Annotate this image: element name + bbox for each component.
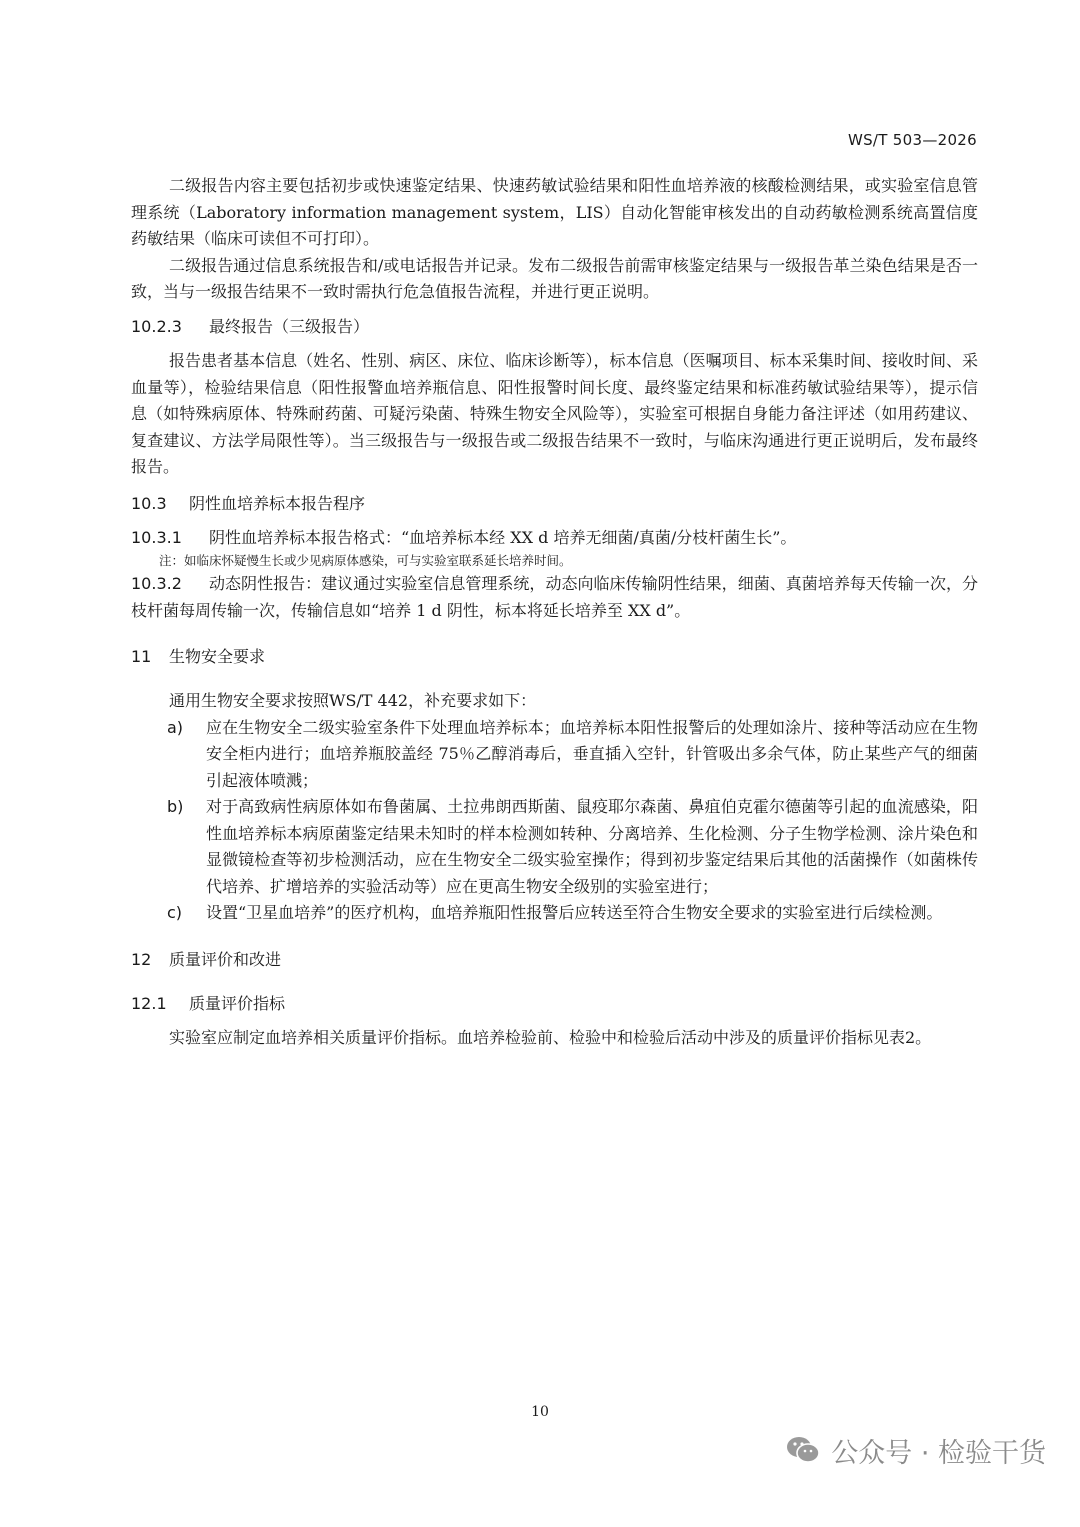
list-item-text: 对于高致病性病原体如布鲁菌属、土拉弗朗西斯菌、鼠疫耶尔森菌、鼻疽伯克霍尔德菌等引起的血流感染，阳性血培养标本病原菌鉴定结果未知时的样本检测如转种、分离培养、生化检测、分子生物学检测、涂片染色和显微镜检查等初步检测活动，应在生物安全二级实验室操作；得到初步鉴定结果后其他的活菌操作（如菌株传代培养、扩增培养的实验活动等）应在更高生物安全级别的实验室进行；	[206, 797, 978, 896]
section-number: 10.3	[131, 493, 167, 513]
section-title: 生物安全要求	[169, 647, 266, 666]
biosafety-requirements-list	[131, 715, 978, 927]
clause-text: 动态阴性报告：建议通过实验室信息管理系统，动态向临床传输阴性结果，细菌、真菌培养每天传输一次，分枝杆菌每周传输一次，传输信息如“培养 1 d 阴性，标本将延长培养至 XX d”。	[131, 574, 978, 620]
section-number: 12.1	[131, 993, 167, 1013]
section-title: 质量评价指标	[189, 993, 286, 1013]
paragraph-final-report: 报告患者基本信息（姓名、性别、病区、床位、临床诊断等），标本信息（医嘱项目、标本采集时间、接收时间、采血量等），检验结果信息（阳性报警血培养瓶信息、阳性报警时间长度、最终鉴定结果和标准药敏试验结果等），提示信息（如特殊病原体、特殊耐药菌、可疑污染菌、特殊生物安全风险等），实验室可根据自身能力备注评述（如用药建议、复查建议、方法学局限性等）。当三级报告与一级报告或二级报告结果不一致时，与临床沟通进行更正说明后，发布最终报告。	[131, 351, 978, 476]
section-heading-12-1	[131, 991, 978, 1017]
clause-text: 阴性血培养标本报告格式：“血培养标本经 XX d 培养无细菌/真菌/分枝杆菌生长”。	[209, 527, 797, 547]
section-heading-10-2-3	[131, 314, 978, 341]
wechat-icon	[785, 1434, 821, 1466]
paragraph-secondary-report-content: 二级报告内容主要包括初步或快速鉴定结果、快速药敏试验结果和阳性血培养液的核酸检测结果，或实验室信息管理系统（Laboratory information management system，LIS）自动化智能审核发出的自动药敏检测系统高置信度药敏结果（临床可读但不可打印）。	[131, 176, 978, 248]
clause-10-3-2	[131, 571, 978, 624]
list-item	[131, 715, 978, 795]
clause-number: 10.3.1	[131, 527, 182, 547]
list-item	[131, 794, 978, 900]
note: 注：如临床怀疑慢生长或少见病原体感染，可与实验室联系延长培养时间。	[159, 553, 572, 568]
watermark	[785, 1428, 1046, 1472]
clause-10-3-1	[131, 525, 978, 552]
section-heading-10-3	[131, 491, 978, 517]
list-marker: c)	[167, 903, 183, 922]
section-number: 11	[131, 647, 152, 666]
list-item	[131, 900, 978, 927]
section-number: 10.2.3	[131, 316, 182, 336]
section-heading-12	[131, 947, 978, 973]
section-heading-11	[131, 644, 978, 670]
section-title: 最终报告（三级报告）	[209, 316, 370, 336]
paragraph-biosafety-intro: 通用生物安全要求按照WS/T 442，补充要求如下：	[169, 691, 537, 710]
clause-number: 10.3.2	[131, 574, 182, 593]
list-item-text: 设置“卫星血培养”的医疗机构，血培养瓶阳性报警后应转送至符合生物安全要求的实验室进行后续检测。	[206, 903, 943, 922]
page-number: 10	[531, 1404, 549, 1420]
section-title: 质量评价和改进	[169, 949, 282, 969]
paragraph-quality-indicators: 实验室应制定血培养相关质量评价指标。血培养检验前、检验中和检验后活动中涉及的质量评价指标见表2。	[169, 1027, 932, 1047]
section-number: 12	[131, 949, 152, 969]
document-body	[131, 173, 978, 1051]
list-item-text: 应在生物安全二级实验室条件下处理血培养标本；血培养标本阳性报警后的处理如涂片、接种等活动应在生物安全柜内进行；血培养瓶胶盖经 75％乙醇消毒后，垂直插入空针，针管吸出多余气体，防止某些产气的细菌引起液体喷溅；	[206, 717, 978, 790]
watermark-text: 公众号 · 检验干货	[831, 1437, 1046, 1469]
section-title: 阴性血培养标本报告程序	[189, 493, 366, 513]
list-marker: a)	[167, 717, 184, 737]
paragraph-secondary-report-procedure: 二级报告通过信息系统报告和/或电话报告并记录。发布二级报告前需审核鉴定结果与一级报告革兰染色结果是否一致，当与一级报告结果不一致时需执行危急值报告流程，并进行更正说明。	[131, 255, 978, 301]
document-code: WS/T 503—2026	[847, 131, 977, 149]
list-marker: b)	[167, 797, 184, 816]
